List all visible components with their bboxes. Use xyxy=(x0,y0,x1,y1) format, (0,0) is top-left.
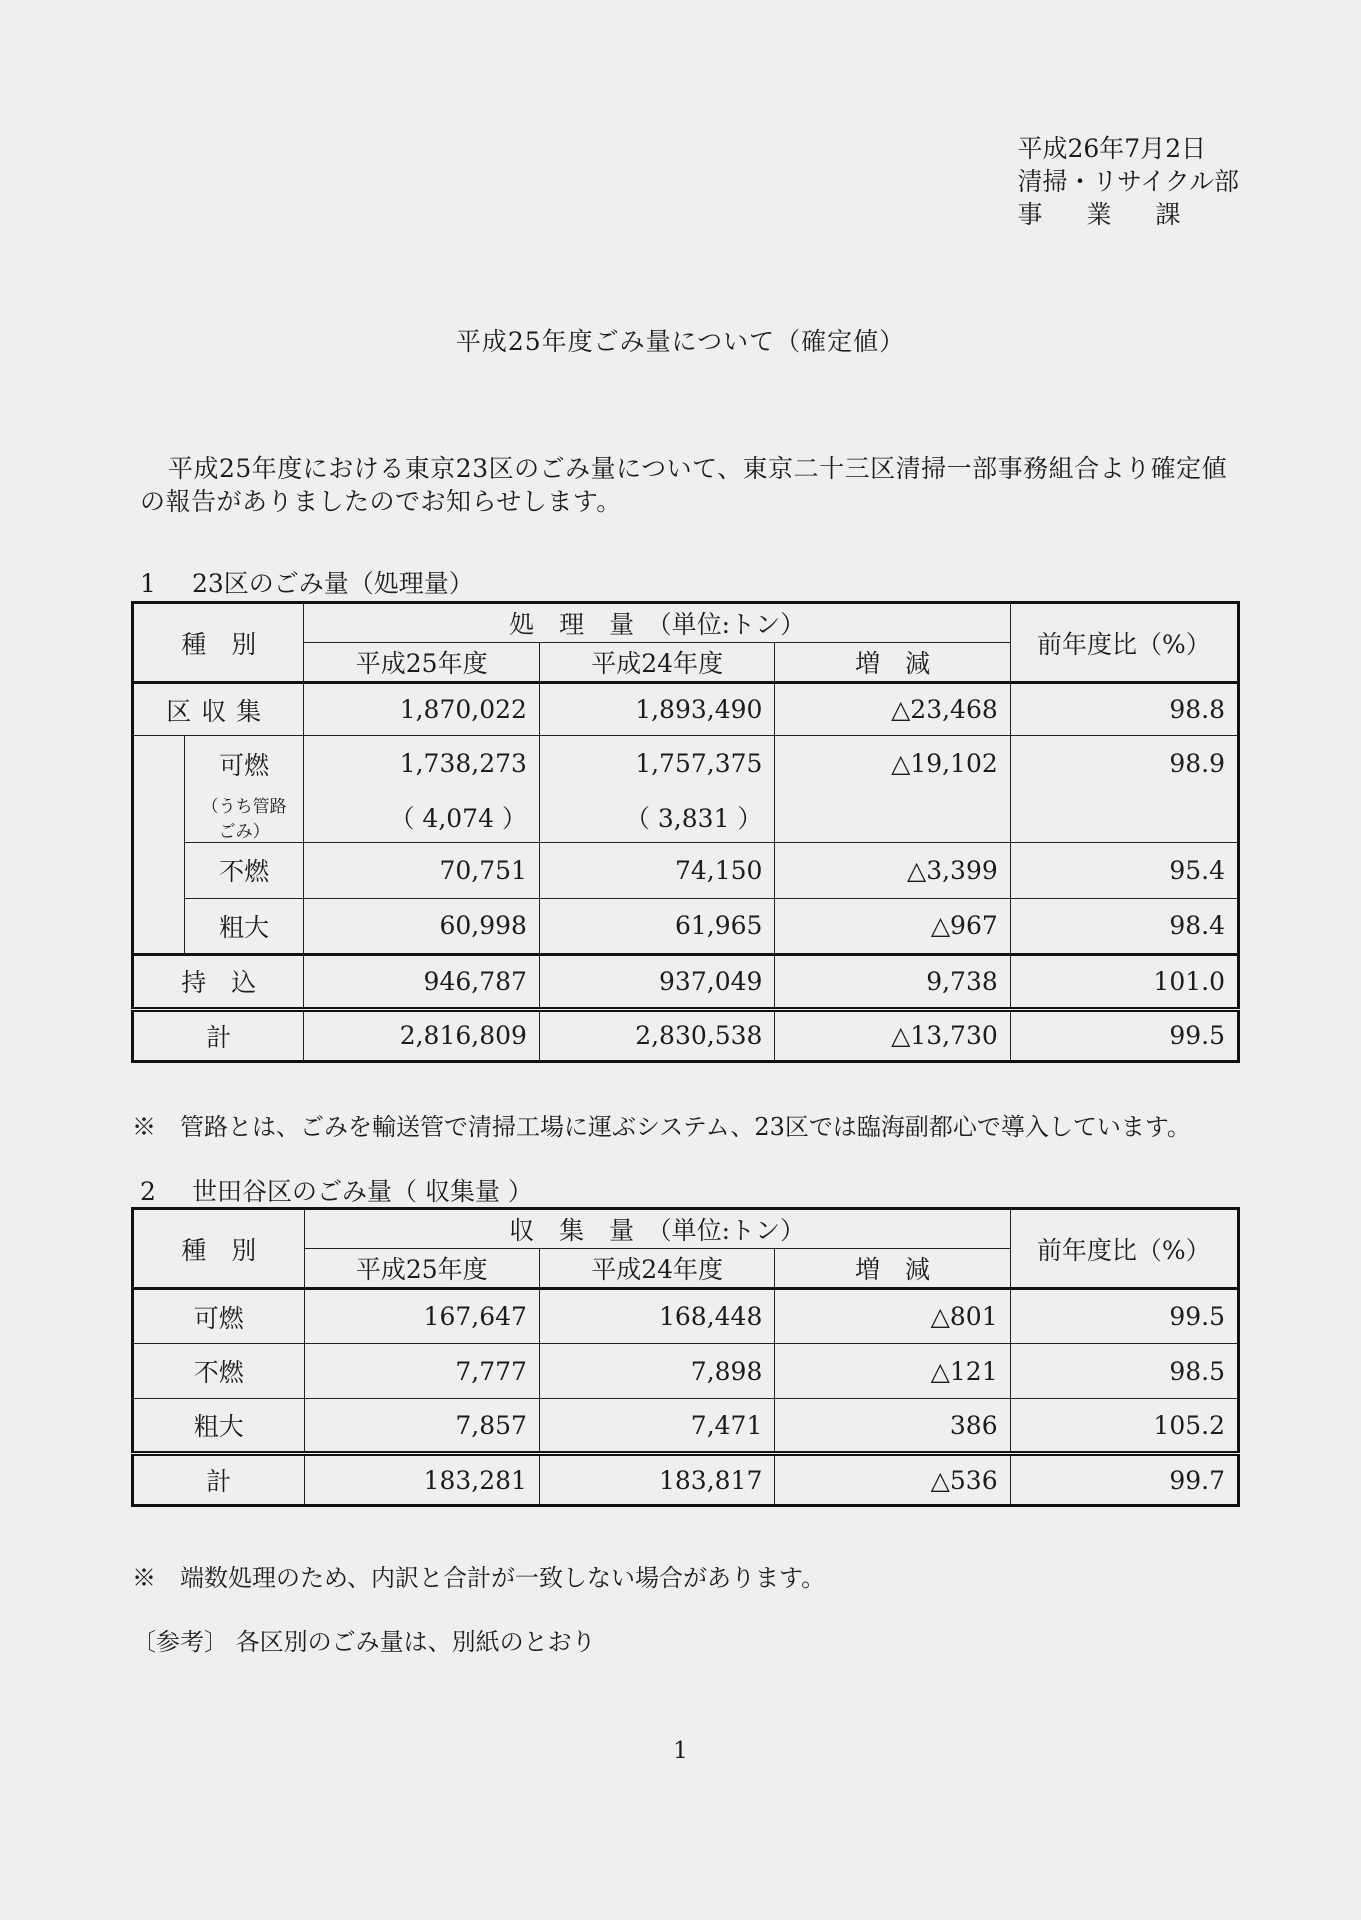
section-1-heading xyxy=(140,564,474,600)
issuer-block xyxy=(1017,132,1239,231)
cell-y24: 2,830,538 xyxy=(539,1009,774,1061)
cell-ratio: 98.8 xyxy=(1010,683,1238,736)
cell-y25: 1,738,273 xyxy=(304,736,539,792)
cell-diff: △3,399 xyxy=(775,842,1010,898)
section-2-heading xyxy=(140,1172,533,1208)
section-2-number: 2 xyxy=(140,1177,156,1206)
table-row xyxy=(133,898,1239,954)
cell-diff: △13,730 xyxy=(775,1009,1010,1061)
cell-diff: △801 xyxy=(775,1289,1010,1344)
table-header-row xyxy=(133,603,1239,643)
cell-ratio: 101.0 xyxy=(1010,954,1238,1009)
col-header-diff: 増 減 xyxy=(775,643,1010,683)
cell-y25: 183,281 xyxy=(304,1454,539,1506)
reference-note: 〔参考〕 各区別のごみ量は、別紙のとおり xyxy=(132,1628,596,1656)
cell-diff: 386 xyxy=(775,1399,1010,1454)
cell-diff: △967 xyxy=(775,898,1010,954)
cell-y24: 183,817 xyxy=(539,1454,774,1506)
cell-ratio: 99.7 xyxy=(1010,1454,1238,1506)
col-header-type: 種 別 xyxy=(133,603,304,683)
cell-diff: △23,468 xyxy=(775,683,1010,736)
section-1-number: 1 xyxy=(140,569,156,598)
cell-y24: 937,049 xyxy=(539,954,774,1009)
cell-y24: 1,757,375 xyxy=(539,736,774,792)
cell-y25: 946,787 xyxy=(304,954,539,1009)
cell-diff: △19,102 xyxy=(775,736,1010,792)
department-name: 清掃・リサイクル部 xyxy=(1017,167,1239,196)
cell-y25: （ 4,074 ） xyxy=(304,792,539,843)
cell-y25: 60,998 xyxy=(304,898,539,954)
cell-y24: 74,150 xyxy=(539,842,774,898)
cell-diff xyxy=(775,792,1010,843)
col-header-y25: 平成25年度 xyxy=(304,643,539,683)
cell-y24: （ 3,831 ） xyxy=(539,792,774,843)
col-header-ratio: 前年度比（%） xyxy=(1010,603,1238,683)
row-label: （うち管路ごみ） xyxy=(184,792,304,843)
cell-ratio xyxy=(1010,792,1238,843)
table-row xyxy=(133,736,1239,792)
col-header-type: 種 別 xyxy=(133,1209,305,1289)
section-1-title: 23区のごみ量（処理量） xyxy=(192,569,474,598)
table-total-row xyxy=(133,1009,1239,1061)
col-header-group: 処 理 量 （単位:トン） xyxy=(304,603,1010,643)
col-header-group: 収 集 量 （単位:トン） xyxy=(304,1209,1010,1249)
row-label: 可燃 xyxy=(184,736,304,792)
cell-y25: 7,777 xyxy=(304,1344,539,1399)
col-header-ratio: 前年度比（%） xyxy=(1010,1209,1238,1289)
cell-diff: △121 xyxy=(775,1344,1010,1399)
indent-spacer xyxy=(133,736,185,955)
row-label: 計 xyxy=(133,1454,305,1506)
table-row xyxy=(133,1399,1239,1454)
row-label: 粗大 xyxy=(184,898,304,954)
cell-y24: 7,471 xyxy=(539,1399,774,1454)
row-label: 可燃 xyxy=(133,1289,305,1344)
issue-date: 平成26年7月2日 xyxy=(1017,134,1207,163)
cell-y24: 61,965 xyxy=(539,898,774,954)
cell-ratio: 95.4 xyxy=(1010,842,1238,898)
table-total-row xyxy=(133,1454,1239,1506)
table-row xyxy=(133,1289,1239,1344)
row-label: 不燃 xyxy=(133,1344,305,1399)
col-header-y24: 平成24年度 xyxy=(539,643,774,683)
cell-diff: △536 xyxy=(775,1454,1010,1506)
cell-y25: 7,857 xyxy=(304,1399,539,1454)
row-label: 区収集 xyxy=(133,683,304,736)
cell-y24: 7,898 xyxy=(539,1344,774,1399)
intro-paragraph: 平成25年度における東京23区のごみ量について、東京二十三区清掃一部事務組合より確定値の報告がありましたのでお知らせします。 xyxy=(140,454,1228,516)
cell-ratio: 98.4 xyxy=(1010,898,1238,954)
row-label: 持 込 xyxy=(133,954,304,1009)
table-row xyxy=(133,954,1239,1009)
cell-y24: 1,893,490 xyxy=(539,683,774,736)
cell-y25: 167,647 xyxy=(304,1289,539,1344)
section-name: 事業課 xyxy=(1017,200,1225,229)
cell-ratio: 105.2 xyxy=(1010,1399,1238,1454)
cell-y25: 1,870,022 xyxy=(304,683,539,736)
cell-ratio: 98.9 xyxy=(1010,736,1238,792)
setagaya-waste-table xyxy=(131,1207,1240,1507)
section-2-title: 世田谷区のごみ量（ 収集量 ） xyxy=(192,1177,533,1206)
cell-ratio: 99.5 xyxy=(1010,1009,1238,1061)
table-header-row xyxy=(133,1209,1239,1249)
cell-ratio: 99.5 xyxy=(1010,1289,1238,1344)
cell-y24: 168,448 xyxy=(539,1289,774,1344)
col-header-y25: 平成25年度 xyxy=(304,1249,539,1289)
cell-ratio: 98.5 xyxy=(1010,1344,1238,1399)
table-row xyxy=(133,842,1239,898)
cell-y25: 70,751 xyxy=(304,842,539,898)
table-row xyxy=(133,1344,1239,1399)
page-number: 1 xyxy=(673,1738,688,1764)
table-row xyxy=(133,683,1239,736)
cell-y25: 2,816,809 xyxy=(304,1009,539,1061)
row-label: 計 xyxy=(133,1009,304,1061)
row-label: 不燃 xyxy=(184,842,304,898)
row-label: 粗大 xyxy=(133,1399,305,1454)
col-header-y24: 平成24年度 xyxy=(539,1249,774,1289)
document-title: 平成25年度ごみ量について（確定値） xyxy=(455,327,906,356)
table-row xyxy=(133,792,1239,843)
note-rounding: ※ 端数処理のため、内訳と合計が一致しない場合があります。 xyxy=(132,1564,826,1592)
col-header-diff: 増 減 xyxy=(775,1249,1010,1289)
note-pipeline: ※ 管路とは、ごみを輸送管で清掃工場に運ぶシステム、23区では臨海副都心で導入しています。 xyxy=(132,1113,1191,1141)
cell-diff: 9,738 xyxy=(775,954,1010,1009)
ward23-waste-table xyxy=(131,601,1240,1063)
